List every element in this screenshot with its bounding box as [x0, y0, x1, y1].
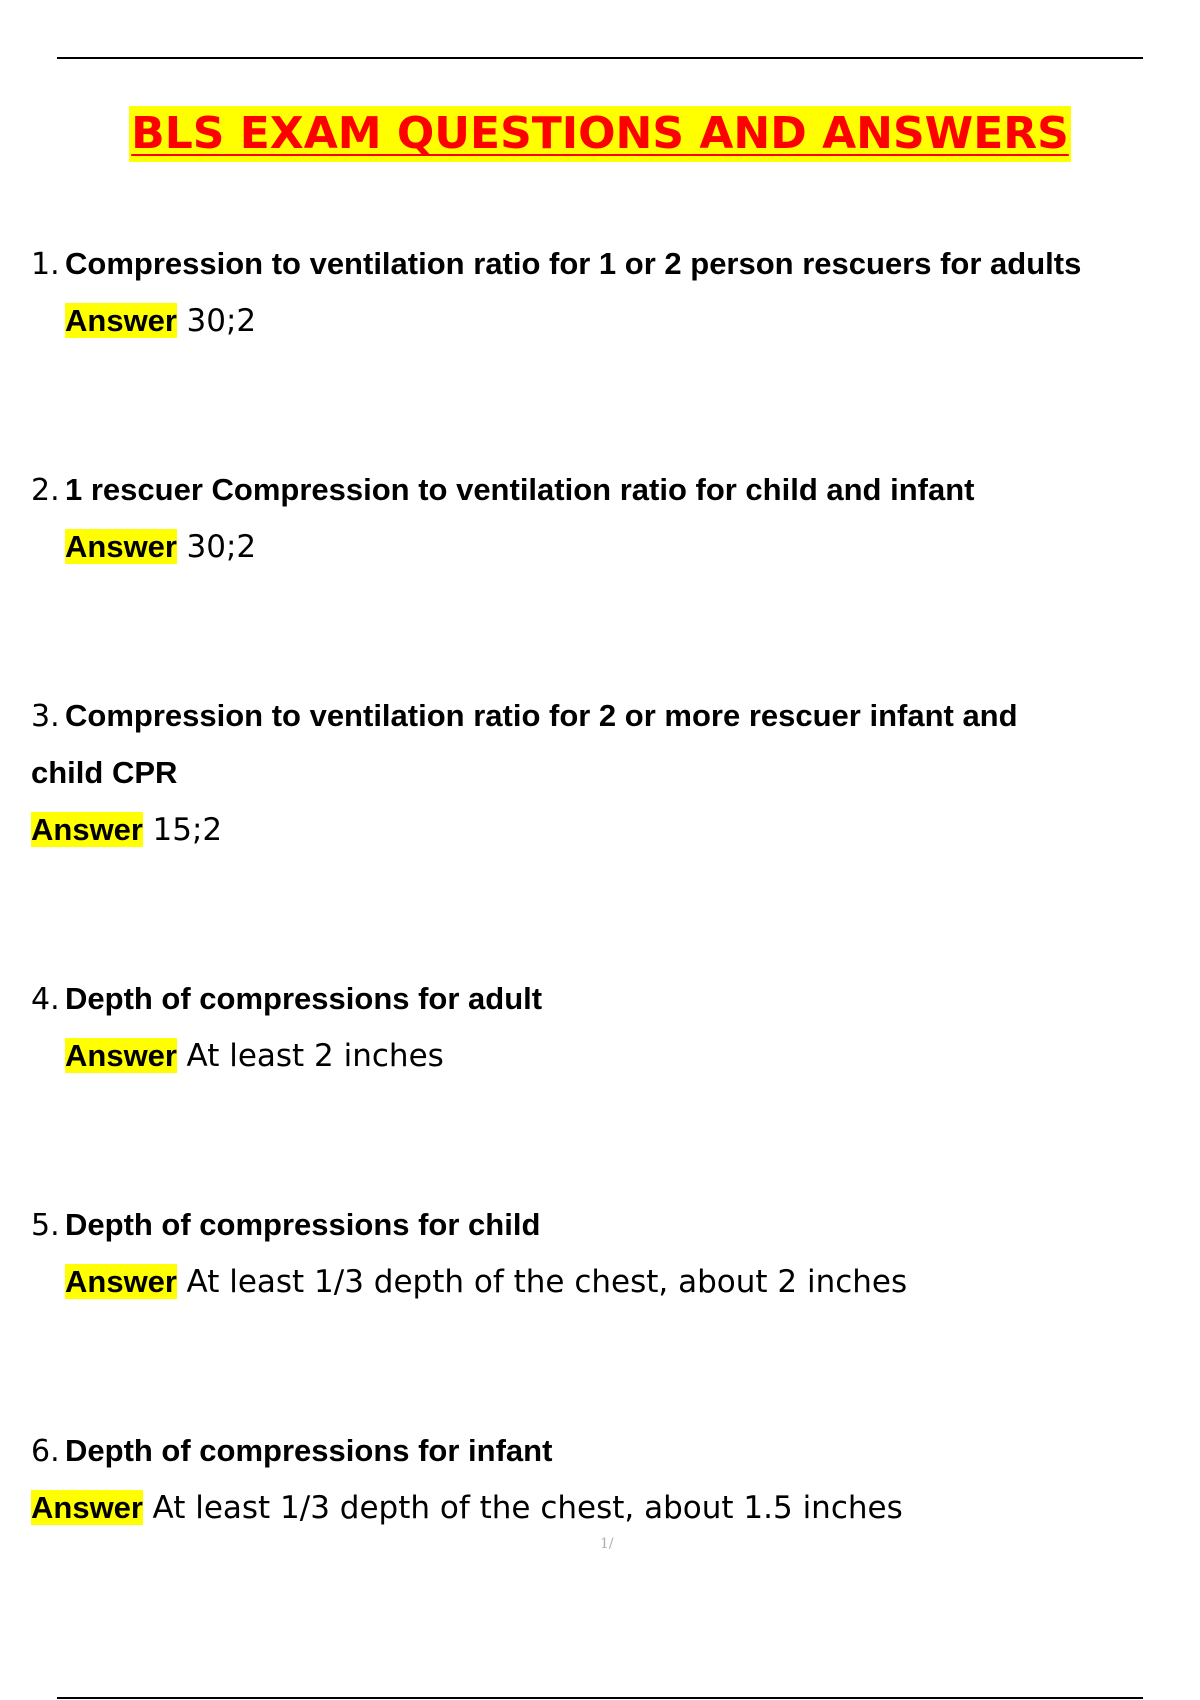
- question-text-continued: child CPR: [31, 755, 178, 790]
- question-number: 5.: [31, 1208, 60, 1243]
- answer-label: Answer: [31, 812, 143, 847]
- question-line: [31, 1423, 1171, 1480]
- answer-label: Answer: [65, 1038, 177, 1073]
- question-line: [31, 1197, 1171, 1254]
- qa-item-4: [31, 971, 1171, 1085]
- question-text: Depth of compressions for infant: [65, 1433, 553, 1468]
- question-number: 1.: [31, 247, 60, 282]
- answer-line: [31, 802, 1171, 859]
- question-line: [31, 236, 1171, 293]
- question-number: 4.: [31, 982, 60, 1017]
- qa-item-3: [31, 688, 1171, 859]
- question-number: 6.: [31, 1434, 60, 1469]
- top-rule: [57, 57, 1143, 59]
- qa-item-5: [31, 1197, 1171, 1311]
- answer-text: 30;2: [186, 303, 257, 339]
- question-line: [31, 462, 1171, 519]
- question-number: 3.: [31, 699, 60, 734]
- question-text: 1 rescuer Compression to ventilation ratio for child and infant: [65, 472, 975, 507]
- answer-line: [31, 293, 1171, 350]
- question-text: Depth of compressions for adult: [65, 981, 543, 1016]
- qa-item-1: [31, 236, 1171, 350]
- page-number: 1/: [600, 1536, 614, 1552]
- question-line-continued: [31, 745, 1171, 802]
- question-text: Compression to ventilation ratio for 1 or 2 person rescuers for adults: [65, 246, 1082, 281]
- answer-line: [31, 1254, 1171, 1311]
- question-text: Compression to ventilation ratio for 2 or more rescuer infant and: [65, 698, 1018, 733]
- qa-item-6: [31, 1423, 1171, 1537]
- answer-label: Answer: [65, 529, 177, 564]
- answer-text: At least 1/3 depth of the chest, about 1.5 inches: [152, 1490, 903, 1526]
- answer-line: [31, 1480, 1171, 1537]
- answer-text: 30;2: [186, 529, 257, 565]
- answer-text: At least 1/3 depth of the chest, about 2 inches: [186, 1264, 908, 1300]
- answer-label: Answer: [65, 1264, 177, 1299]
- page-title-text: BLS EXAM QUESTIONS AND ANSWERS: [129, 106, 1071, 162]
- bottom-rule: [57, 1697, 1143, 1699]
- qa-item-2: [31, 462, 1171, 576]
- page-title: [0, 106, 1200, 162]
- answer-text: At least 2 inches: [186, 1038, 444, 1074]
- answer-label: Answer: [31, 1490, 143, 1525]
- question-line: [31, 971, 1171, 1028]
- answer-text: 15;2: [152, 812, 223, 848]
- answer-label: Answer: [65, 303, 177, 338]
- question-text: Depth of compressions for child: [65, 1207, 541, 1242]
- question-line: [31, 688, 1171, 745]
- answer-line: [31, 519, 1171, 576]
- answer-line: [31, 1028, 1171, 1085]
- question-number: 2.: [31, 473, 60, 508]
